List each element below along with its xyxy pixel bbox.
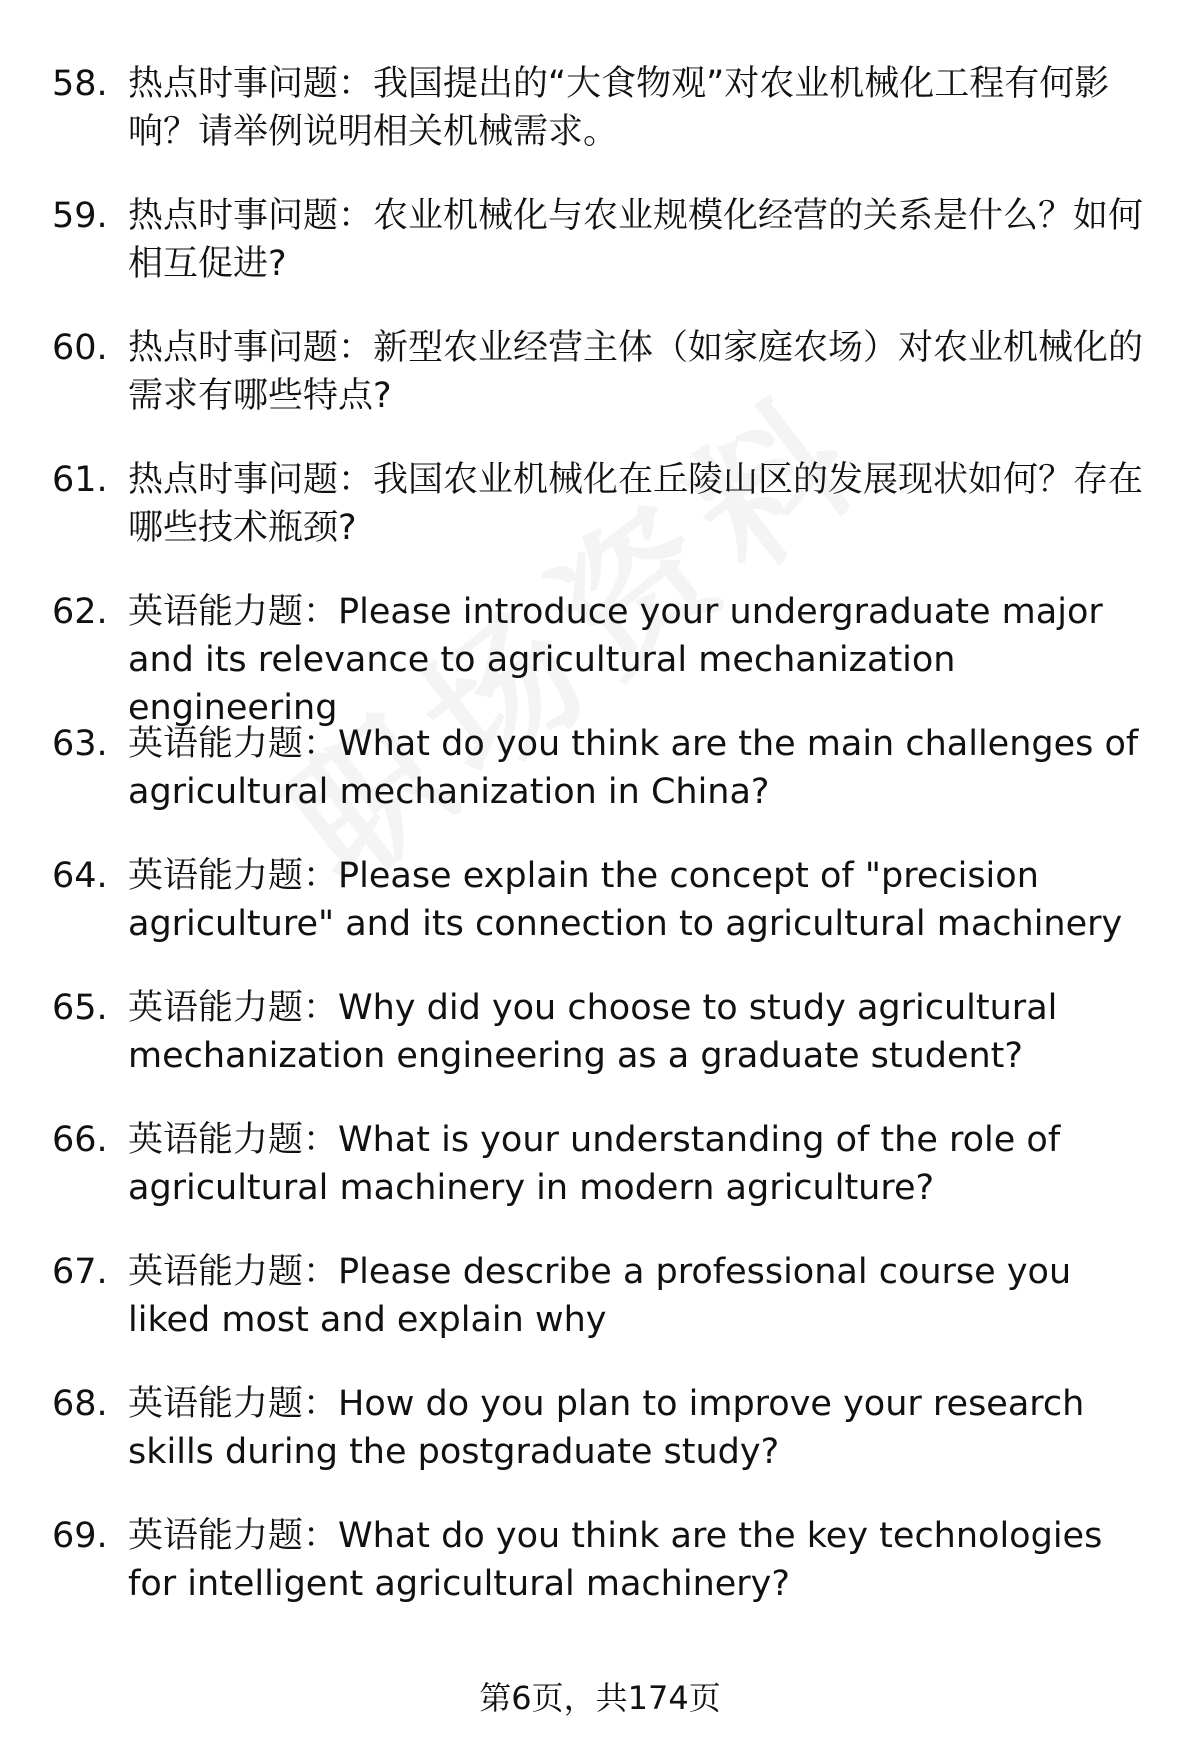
page-number-label: 第6页，共174页 [479, 1679, 721, 1717]
question-number: 64. [52, 856, 108, 896]
question-body: What is your understanding of the role of agricultural machinery in modern agriculture? [128, 1120, 1061, 1208]
question-body: 农业机械化与农业规模化经营的关系是什么？如何相互促进? [128, 196, 1144, 284]
question-body: 我国提出的“大食物观”对农业机械化工程有何影响？请举例说明相关机械需求。 [128, 64, 1110, 152]
question-item [0, 1116, 1200, 1248]
question-text [128, 456, 1153, 552]
question-number: 67. [52, 1252, 108, 1292]
page-footer [0, 1678, 1200, 1718]
question-text [128, 720, 1153, 816]
question-item [0, 1380, 1200, 1512]
question-number: 66. [52, 1120, 108, 1160]
question-category: 英语能力题： [128, 1516, 339, 1556]
question-number: 68. [52, 1384, 108, 1424]
question-text [128, 324, 1153, 420]
question-item [0, 588, 1200, 728]
question-body: Please explain the concept of "precision agriculture" and its connection to agricultural machinery [128, 856, 1123, 944]
question-category: 英语能力题： [128, 592, 339, 632]
question-body: What do you think are the main challenges of agricultural mechanization in China? [128, 724, 1139, 812]
question-category: 英语能力题： [128, 724, 339, 764]
question-text [128, 588, 1153, 732]
question-number: 61. [52, 460, 108, 500]
question-text [128, 1116, 1153, 1212]
question-body: What do you think are the key technologies for intelligent agricultural machinery? [128, 1516, 1103, 1604]
question-item [0, 1248, 1200, 1380]
question-number: 69. [52, 1516, 108, 1556]
question-number: 60. [52, 328, 108, 368]
question-number: 63. [52, 724, 108, 764]
question-list [0, 60, 1200, 1644]
question-body: How do you plan to improve your research skills during the postgraduate study? [128, 1384, 1085, 1472]
question-text [128, 1380, 1153, 1476]
question-number: 59. [52, 196, 108, 236]
question-category: 热点时事问题： [128, 196, 374, 236]
question-text [128, 852, 1153, 948]
question-item [0, 324, 1200, 456]
question-number: 65. [52, 988, 108, 1028]
question-category: 英语能力题： [128, 1384, 339, 1424]
question-text [128, 192, 1153, 288]
question-number: 58. [52, 64, 108, 104]
question-item [0, 720, 1200, 852]
question-category: 热点时事问题： [128, 328, 374, 368]
question-body: Why did you choose to study agricultural mechanization engineering as a graduate student? [128, 988, 1058, 1076]
question-number: 62. [52, 592, 108, 632]
question-item [0, 1512, 1200, 1644]
question-body: 新型农业经营主体（如家庭农场）对农业机械化的需求有哪些特点? [128, 328, 1144, 416]
question-item [0, 192, 1200, 324]
question-category: 英语能力题： [128, 1120, 339, 1160]
question-body: Please introduce your undergraduate major and its relevance to agricultural mechanization engineering [128, 592, 1103, 728]
question-item [0, 852, 1200, 984]
question-text [128, 60, 1153, 156]
question-category: 英语能力题： [128, 856, 339, 896]
question-item [0, 984, 1200, 1116]
question-category: 热点时事问题： [128, 460, 374, 500]
question-item [0, 456, 1200, 588]
question-text [128, 1512, 1153, 1608]
question-text [128, 984, 1153, 1080]
question-body: 我国农业机械化在丘陵山区的发展现状如何？存在哪些技术瓶颈? [128, 460, 1144, 548]
question-text [128, 1248, 1153, 1344]
question-category: 英语能力题： [128, 1252, 339, 1292]
question-body: Please describe a professional course you liked most and explain why [128, 1252, 1072, 1340]
question-category: 英语能力题： [128, 988, 339, 1028]
question-item [0, 60, 1200, 192]
question-category: 热点时事问题： [128, 64, 374, 104]
